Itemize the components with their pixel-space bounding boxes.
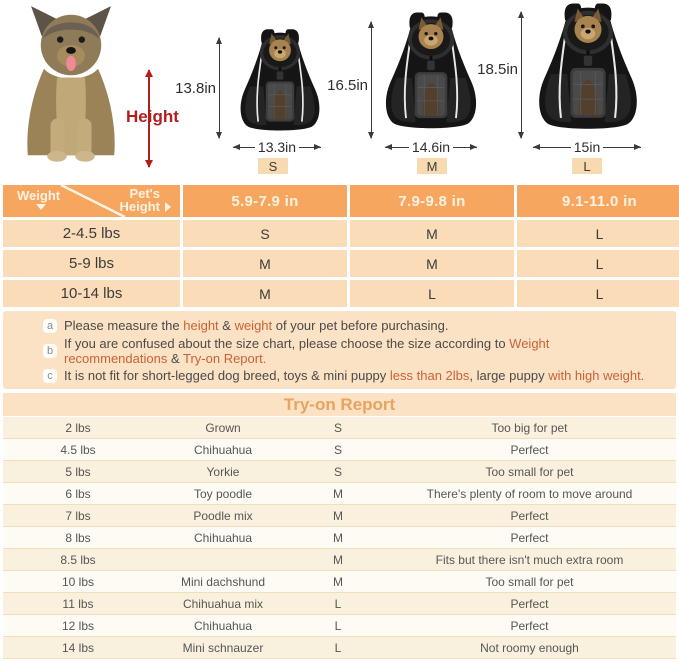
table-row <box>3 615 676 637</box>
backpack-s-image <box>238 24 322 142</box>
weight-cell: 7 lbs <box>65 508 91 523</box>
comment-cell: Perfect <box>510 442 549 457</box>
dimension-line-vertical <box>371 22 372 138</box>
table-row <box>3 439 676 461</box>
size-badge-m: M <box>417 158 447 174</box>
column-header: 7.9-9.8 in <box>350 185 514 217</box>
note-row-b <box>43 336 666 366</box>
tryon-report <box>3 393 676 659</box>
pets-height-axis-label: Pet's Height <box>119 186 160 214</box>
pack-s-height-value: 13.8in <box>175 80 216 97</box>
size-cell: L <box>334 596 342 611</box>
weight-row-label: 2-4.5 lbs <box>3 220 180 247</box>
size-cell: S <box>333 464 342 479</box>
comment-cell: Perfect <box>510 530 549 545</box>
height-label: Height <box>126 107 179 126</box>
weight-cell: 6 lbs <box>65 486 91 501</box>
top-figures <box>0 0 679 183</box>
size-cell: S <box>333 420 342 435</box>
table-row <box>3 483 676 505</box>
note-row-a <box>43 318 666 333</box>
breed-cell: Chihuahua <box>193 530 253 545</box>
note-text: Please measure the height & weight of your pet before purchasing. <box>64 318 449 333</box>
breed-cell: Chihuahua <box>193 618 253 633</box>
size-cell: S <box>183 220 347 247</box>
table-row <box>3 549 676 571</box>
table-row <box>3 527 676 549</box>
comment-cell: Too small for pet <box>485 574 574 589</box>
size-cell: M <box>350 250 514 277</box>
weight-row-label: 10-14 lbs <box>3 280 180 307</box>
size-badge-s: S <box>258 158 288 174</box>
yorkie-dog-image <box>8 4 134 166</box>
weight-cell: 12 lbs <box>61 618 95 633</box>
comment-cell: Not roomy enough <box>480 640 579 655</box>
arrowhead-right-icon <box>470 144 477 150</box>
size-cell: M <box>333 552 343 567</box>
weight-cell: 11 lbs <box>62 596 94 611</box>
table-row <box>3 593 676 615</box>
breed-cell: Mini schnauzer <box>182 640 264 655</box>
weight-cell: 2 lbs <box>65 420 91 435</box>
size-cell: M <box>350 220 514 247</box>
arrowhead-left-icon <box>385 144 392 150</box>
arrowhead-up-icon <box>518 11 524 18</box>
table-row <box>3 571 676 593</box>
triangle-down-icon <box>36 204 46 210</box>
breed-cell: Yorkie <box>206 464 240 479</box>
dimension-line-horizontal <box>385 139 477 155</box>
pack-m-height-value: 16.5in <box>327 77 368 94</box>
size-badge-l: L <box>572 158 602 174</box>
note-marker-c: c <box>43 369 57 383</box>
notes-panel <box>3 311 676 389</box>
size-cell: M <box>333 574 343 589</box>
pack-m-width-value: 14.6in <box>411 139 451 155</box>
size-cell: M <box>183 250 347 277</box>
breed-cell: Toy poodle <box>193 486 253 501</box>
pack-l-height-value: 18.5in <box>477 61 518 78</box>
weight-cell: 10 lbs <box>61 574 95 589</box>
tryon-report-table <box>3 417 676 659</box>
comment-cell: Perfect <box>510 618 549 633</box>
note-text: It is not fit for short-legged dog breed, toys & mini puppy less than 2lbs, large puppy with high weight. <box>64 368 645 383</box>
comment-cell: Perfect <box>510 508 549 523</box>
breed-cell: Chihuahua mix <box>182 596 264 611</box>
size-cell: L <box>334 640 342 655</box>
note-marker-b: b <box>43 344 57 358</box>
backpack-m-image <box>383 8 479 140</box>
arrowhead-down-icon <box>145 160 153 168</box>
backpack-l-image <box>536 0 640 140</box>
size-cell: L <box>517 250 679 277</box>
size-cell: M <box>333 486 343 501</box>
breed-cell: Poodle mix <box>193 508 253 523</box>
breed-cell: Chihuahua <box>193 442 253 457</box>
size-chart-table <box>3 185 676 307</box>
comment-cell: Too big for pet <box>491 420 568 435</box>
arrowhead-down-icon <box>216 132 222 139</box>
size-cell: M <box>183 280 347 307</box>
note-marker-a: a <box>43 319 57 333</box>
arrowhead-left-icon <box>533 144 540 150</box>
size-cell: L <box>517 280 679 307</box>
size-chart-corner-cell <box>3 185 180 217</box>
dimension-line-vertical <box>219 38 220 138</box>
weight-cell: 8 lbs <box>65 530 91 545</box>
comment-cell: Too small for pet <box>485 464 574 479</box>
pack-s-width-value: 13.3in <box>257 139 297 155</box>
breed-cell: Mini dachshund <box>180 574 266 589</box>
arrowhead-up-icon <box>145 69 153 77</box>
weight-cell: 5 lbs <box>65 464 91 479</box>
weight-cell: 14 lbs <box>61 640 95 655</box>
tryon-report-title: Try-on Report <box>3 393 676 416</box>
breed-cell: Grown <box>205 420 241 435</box>
size-cell: M <box>333 508 343 523</box>
table-row <box>3 637 676 659</box>
arrowhead-right-icon <box>634 144 641 150</box>
table-row <box>3 417 676 439</box>
dimension-line-vertical <box>521 12 522 138</box>
arrowhead-up-icon <box>216 37 222 44</box>
comment-cell: There's plenty of room to move around <box>426 486 633 501</box>
size-cell: L <box>350 280 514 307</box>
comment-cell: Fits but there isn't much extra room <box>435 552 624 567</box>
weight-cell: 4.5 lbs <box>60 442 96 457</box>
note-text: If you are confused about the size chart, please choose the size according to Weight recommendations & Try-on Report. <box>64 335 550 366</box>
weight-row-label: 5-9 lbs <box>3 250 180 277</box>
size-cell: S <box>333 442 342 457</box>
dimension-line-horizontal <box>533 139 641 155</box>
column-header: 5.9-7.9 in <box>183 185 347 217</box>
arrowhead-left-icon <box>233 144 240 150</box>
note-row-c <box>43 368 666 383</box>
table-row <box>3 505 676 527</box>
size-cell: L <box>517 220 679 247</box>
arrowhead-down-icon <box>518 132 524 139</box>
pack-l-width-value: 15in <box>573 139 601 155</box>
arrowhead-up-icon <box>368 21 374 28</box>
column-header: 9.1-11.0 in <box>517 185 679 217</box>
weight-cell: 8.5 lbs <box>60 552 96 567</box>
table-row <box>3 461 676 483</box>
arrowhead-down-icon <box>368 132 374 139</box>
size-cell: L <box>334 618 342 633</box>
arrowhead-right-icon <box>314 144 321 150</box>
size-cell: M <box>333 530 343 545</box>
weight-axis-label: Weight <box>17 188 61 203</box>
triangle-right-icon <box>165 202 171 212</box>
comment-cell: Perfect <box>510 596 549 611</box>
dimension-line-horizontal <box>233 139 321 155</box>
